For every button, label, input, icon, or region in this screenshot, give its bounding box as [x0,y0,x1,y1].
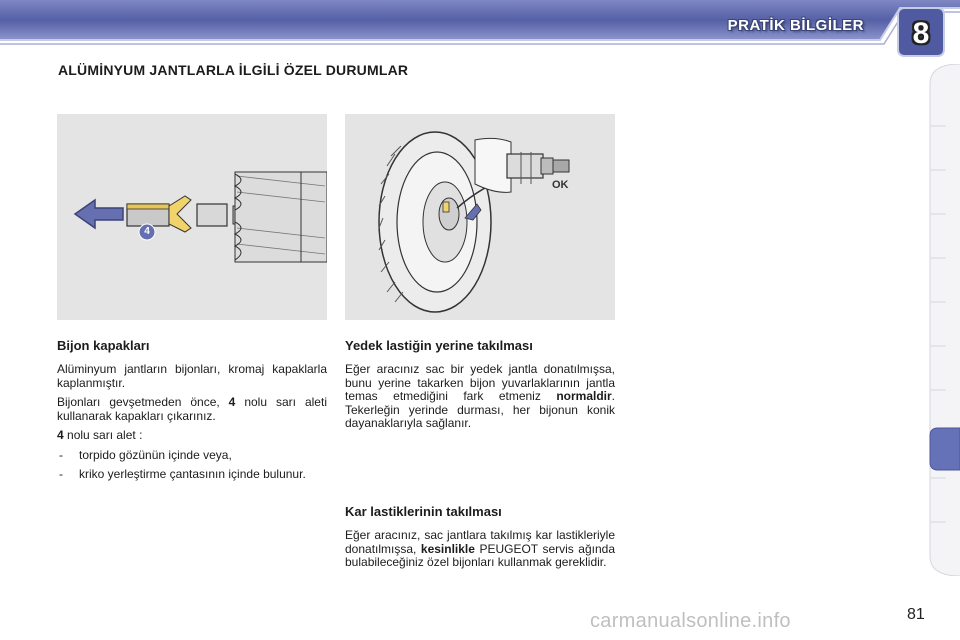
list-item-text: torpido gözünün içinde veya, [79,447,232,462]
snow-tyres-text [345,529,615,576]
text-span: Eğer aracınız, sac jantlara takılmış kar lastikleriyle donatılmışsa, [345,528,615,556]
text-span: nolu sarı aleti kullanarak kapakları çıkarınız. [57,395,327,423]
chapter-title: PRATİK BİLGİLER [727,17,864,34]
section-heading-spare-wheel: Yedek lastiğin yerine takılması [345,338,533,353]
watermark: carmanualsonline.info [590,610,791,632]
list-item-text: kriko yerleştirme çantasının içinde bulunur. [79,467,306,481]
bold-text: kesinlikle [420,541,475,556]
spare-wheel-paragraph [345,363,615,431]
header-band [0,0,960,58]
left-arrow-icon [75,200,123,228]
text-span: nolu sarı alet : [63,428,143,442]
ok-label: OK [552,179,569,191]
chapter-tab-sidebar [926,64,960,576]
spare-wheel-illustration [345,114,615,320]
snow-tyres-paragraph [345,529,615,570]
list-item: - kriko yerleştirme çantasının içinde bulunur. [59,467,306,481]
section-heading-hubcaps: Bijon kapakları [57,338,150,353]
bold-text: normaldir [556,389,612,403]
hubcaps-paragraph-2 [57,396,327,423]
chapter-number: 8 [912,17,930,50]
hubcaps-paragraph-3 [57,429,327,443]
text-span: PEUGEOT servis ağında bulabileceğiniz özel bijonları kullanmak gereklidir. [345,541,615,569]
text-span: Eğer aracınız sac bir yedek jantla donatılmışsa, bunu yerine takarken bijon yuvarlaklarının jantla temas etmediğini fark etmeniz [345,362,615,403]
callout-number: 4 [144,226,150,237]
text-span: Bijonları gevşetmeden önce, [57,395,229,409]
page-number: 81 [907,606,925,623]
list-item: - torpido gözünün içinde veya, [59,447,232,462]
hubcap-tool-drawing [57,114,327,320]
bold-text: 4 [228,395,236,409]
chapter-tabs-graphic [926,64,960,576]
left-column-text [57,363,327,488]
bold-text: 4 [57,428,64,442]
hubcap-tool-illustration [57,114,327,320]
hubcaps-paragraph-1: Alüminyum jantların bijonları, kromaj kapaklarla kaplanmıştır. [57,362,327,390]
text-span: . Tekerleğin yerinde durması, her bijonun konik dayanaklarıyla sağlanır. [345,389,615,430]
section-heading-snow-tyres: Kar lastiklerinin takılması [345,504,502,519]
page-title: ALÜMİNYUM JANTLARLA İLGİLİ ÖZEL DURUMLAR [58,62,409,78]
spare-wheel-drawing [345,114,615,320]
spare-wheel-text [345,363,615,437]
tool-location-list [57,449,327,482]
